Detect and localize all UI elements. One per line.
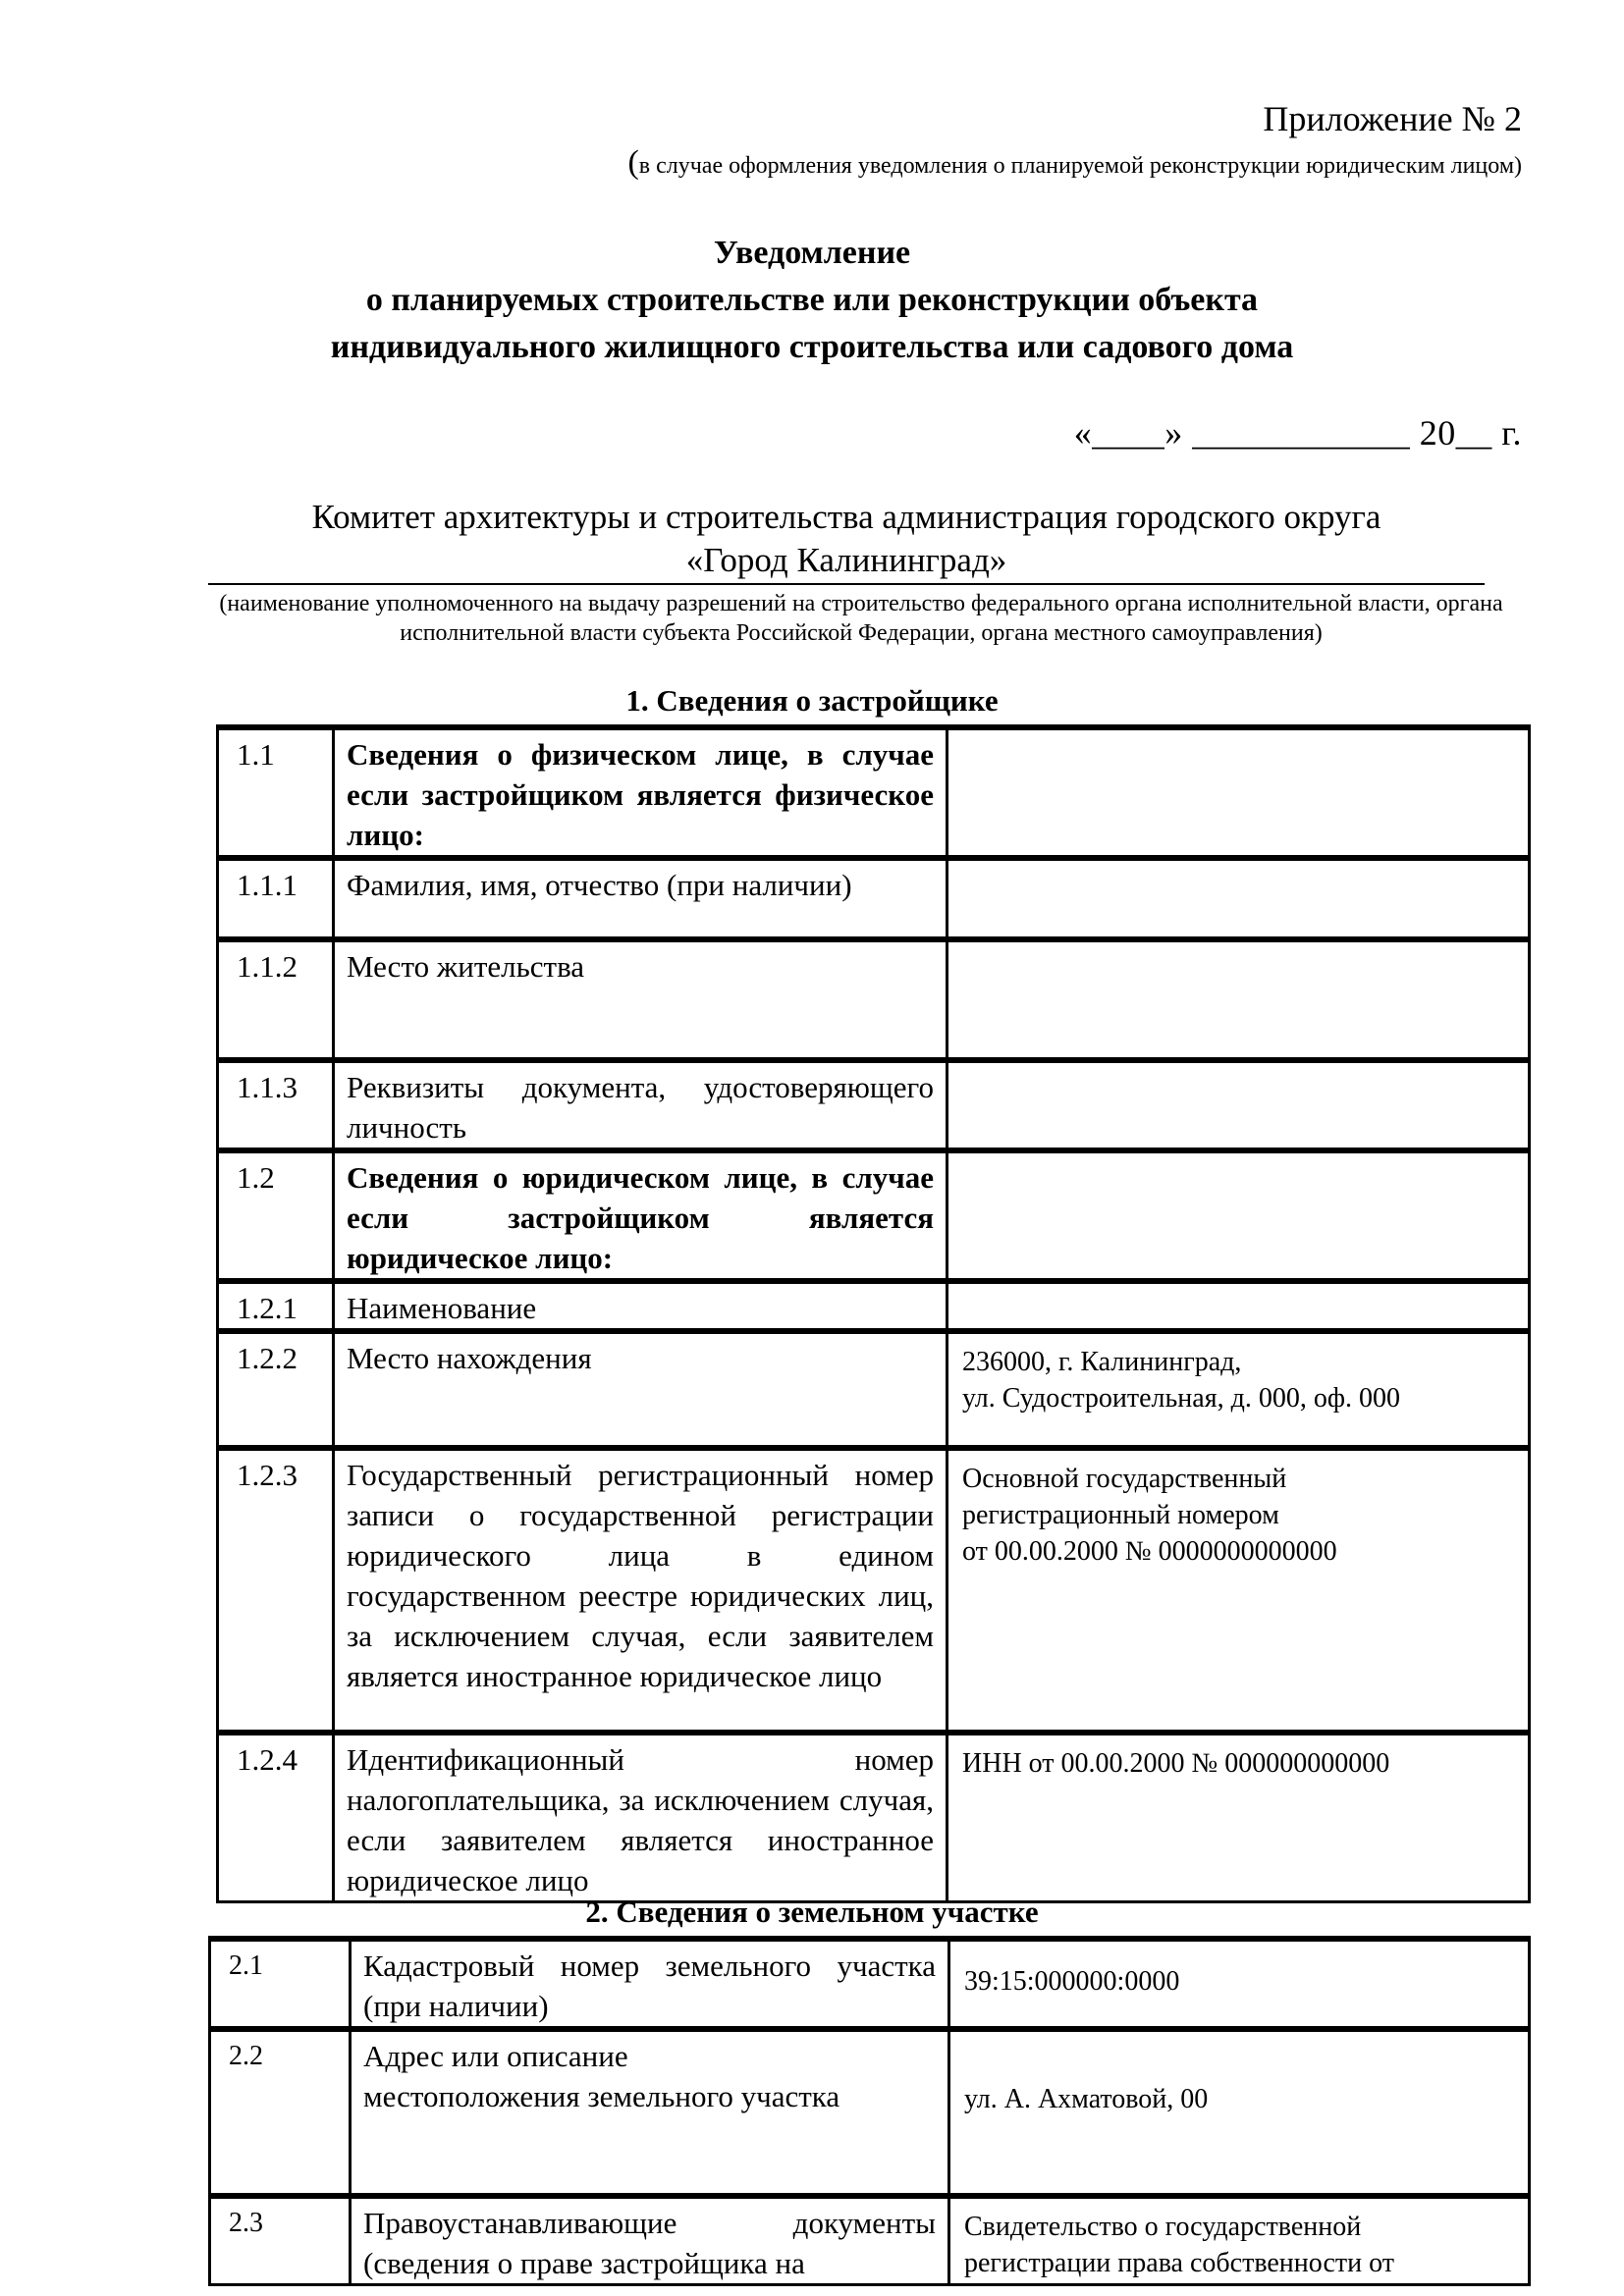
value-line: Основной государственный xyxy=(962,1464,1287,1494)
row-value-field[interactable] xyxy=(947,727,1530,858)
row-label: Сведения о юридическом лице, в случае если застройщиком является юридическое лицо: xyxy=(334,1150,947,1281)
table-row xyxy=(218,1150,1530,1281)
table-row xyxy=(218,1281,1530,1331)
table-row xyxy=(218,858,1530,939)
authority-note: (наименование уполномоченного на выдачу разрешений на строительство федерального органа исполнительной власти, органа исполнительной власти субъекта Российской Федерации, органа местного самоуправления) xyxy=(219,591,1503,646)
appendix-note xyxy=(627,144,1522,182)
appendix-note-paren: ( xyxy=(627,144,639,181)
table-row xyxy=(210,2196,1530,2285)
row-value-field[interactable] xyxy=(947,1448,1530,1733)
row-value-field[interactable] xyxy=(947,939,1530,1060)
row-value-field[interactable]: ул. А. Ахматовой, 00 xyxy=(949,2029,1530,2196)
row-number: 1.1 xyxy=(218,727,334,858)
table-row xyxy=(210,1939,1530,2029)
row-value-field[interactable]: 39:15:000000:0000 xyxy=(949,1939,1530,2029)
row-number: 1.1.1 xyxy=(218,858,334,939)
row-label: Кадастровый номер земельного участка (при наличии) xyxy=(351,1939,949,2029)
row-number: 1.2.1 xyxy=(218,1281,334,1331)
authority-name xyxy=(208,496,1485,582)
value-line: Свидетельство о государственной xyxy=(964,2212,1362,2242)
value-line: регистрационный номером xyxy=(962,1500,1279,1530)
row-number: 1.1.2 xyxy=(218,939,334,1060)
row-label: Место нахождения xyxy=(334,1331,947,1448)
table-row xyxy=(218,1448,1530,1733)
table-row xyxy=(218,1060,1530,1150)
appendix-title: Приложение № 2 xyxy=(1263,99,1522,138)
row-value-field[interactable] xyxy=(947,1331,1530,1448)
row-value-field[interactable] xyxy=(947,858,1530,939)
section1-title: 1. Сведения о застройщике xyxy=(625,683,999,718)
row-label xyxy=(351,2029,949,2196)
table-row xyxy=(218,939,1530,1060)
row-number: 1.2.4 xyxy=(218,1733,334,1902)
authority-line1: Комитет архитектуры и строительства администрация городского округа xyxy=(311,498,1381,536)
row-number: 1.2 xyxy=(218,1150,334,1281)
row-label: Правоустанавливающие документы (сведения о праве застройщика на xyxy=(351,2196,949,2285)
row-label: Государственный регистрационный номер записи о государственной регистрации юридического лица в едином государственном реестре юридических лиц, за исключением случая, если заявителем является иностранное юридическое лицо xyxy=(334,1448,947,1733)
row-label: Наименование xyxy=(334,1281,947,1331)
row-label: Место жительства xyxy=(334,939,947,1060)
land-plot-table xyxy=(208,1936,1531,2286)
row-value-field[interactable] xyxy=(947,1060,1530,1150)
value-line: 236000, г. Калининград, xyxy=(962,1347,1242,1377)
row-value-field[interactable] xyxy=(949,2196,1530,2285)
row-label: Фамилия, имя, отчество (при наличии) xyxy=(334,858,947,939)
authority-underline xyxy=(208,583,1485,585)
document-title-line2: о планируемых строительстве или реконструкции объекта xyxy=(365,282,1259,318)
table-row xyxy=(218,1733,1530,1902)
row-label: Сведения о физическом лице, в случае если застройщиком является физическое лицо: xyxy=(334,727,947,858)
table-row xyxy=(218,727,1530,858)
date-field[interactable]: «____» ____________ 20__ г. xyxy=(1073,413,1522,453)
row-label: Реквизиты документа, удостоверяющего личность xyxy=(334,1060,947,1150)
row-number: 1.1.3 xyxy=(218,1060,334,1150)
label-line: местоположения земельного участка xyxy=(363,2079,840,2113)
row-number: 1.2.3 xyxy=(218,1448,334,1733)
developer-info-table xyxy=(216,724,1531,1903)
appendix-note-text: в случае оформления уведомления о планируемой реконструкции юридическим лицом) xyxy=(638,153,1522,179)
value-line: ул. Судостроительная, д. 000, оф. 000 xyxy=(962,1383,1400,1414)
label-line: Адрес или описание xyxy=(363,2039,628,2073)
document-title-line3: индивидуального жилищного строительства или садового дома xyxy=(330,329,1294,365)
row-label: Идентификационный номер налогоплательщика, за исключением случая, если заявителем является иностранное юридическое лицо xyxy=(334,1733,947,1902)
row-number: 1.2.2 xyxy=(218,1331,334,1448)
value-line: от 00.00.2000 № 0000000000000 xyxy=(962,1536,1337,1567)
row-number: 2.3 xyxy=(210,2196,351,2285)
section2-title: 2. Сведения о земельном участке xyxy=(585,1895,1039,1929)
authority-line2: «Город Калининград» xyxy=(685,541,1007,579)
row-value-field[interactable]: ИНН от 00.00.2000 № 000000000000 xyxy=(947,1733,1530,1902)
row-number: 2.2 xyxy=(210,2029,351,2196)
document-title xyxy=(0,230,1624,371)
table-row xyxy=(218,1331,1530,1448)
document-title-line1: Уведомление xyxy=(713,235,911,271)
table-row xyxy=(210,2029,1530,2196)
value-line: регистрации права собственности от xyxy=(964,2248,1394,2278)
row-number: 2.1 xyxy=(210,1939,351,2029)
row-value-field[interactable] xyxy=(947,1281,1530,1331)
row-value-field[interactable] xyxy=(947,1150,1530,1281)
